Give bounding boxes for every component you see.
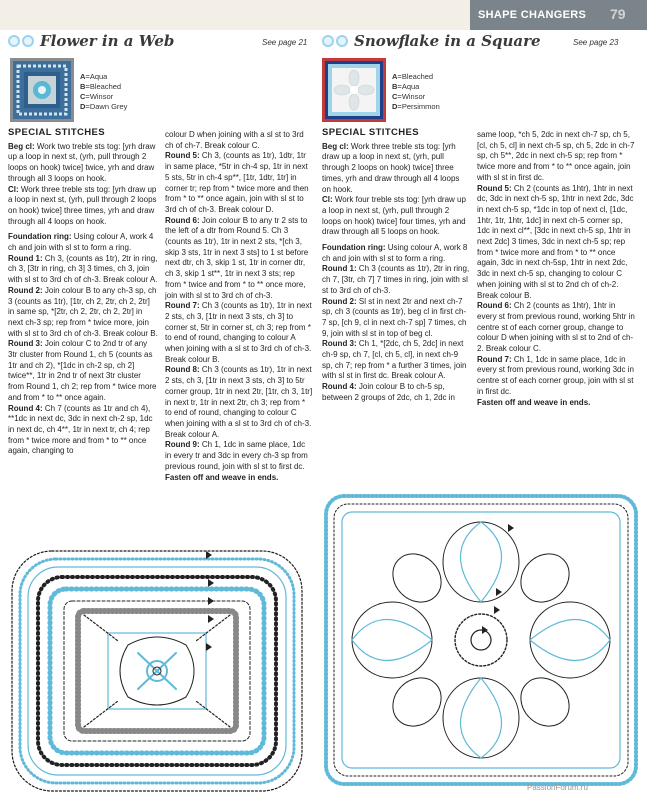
color-key-left: A=Aqua B=Bleached C=Winsor D=Dawn Grey: [80, 72, 128, 111]
crochet-diagram-right: [322, 492, 640, 788]
see-page-right: See page 23: [573, 38, 619, 47]
pattern-name: Flower in a Web: [40, 32, 175, 50]
crochet-diagram-left: [8, 545, 306, 795]
instruction-paragraph: Beg cl: Work two treble sts tog: [yrh draw up a loop in next st, (yrh, pull through 2 loops on hook) twice] twice, yrh and draw through all 3 loops on hook.: [8, 141, 156, 183]
special-stitches-heading: SPECIAL STITCHES: [322, 127, 420, 138]
instruction-paragraph: Round 3: Ch 1, *[2dc, ch 5, 2dc] in next ch-9 sp, ch 7, [cl, ch 5, cl], in next ch-9 sp, ch 7; rep from * a further 3 times, join with sl st in first dc. Break colour A.: [322, 339, 467, 381]
instruction-paragraph: Round 2: Join colour B to any ch-3 sp, ch 3 (counts as 1tr), [1tr, ch 2, 2tr, ch 2, 2tr] in same sp, *[2tr, ch 2, 2tr, ch 2, 2tr] in next ch-3 sp; rep from * twice more, join with sl st to 3rd ch of ch-3. Break colour B.: [8, 285, 158, 338]
pattern-title-right: [322, 30, 541, 52]
instruction-paragraph: Cl: Work three treble sts tog: [yrh draw up a loop in next st, (yrh, pull through 2 loops on hook) twice] three times, yrh and draw through all 4 loops on hook.: [8, 184, 157, 226]
instruction-paragraph: Round 9: Ch 1, 1dc in same place, 1dc in every tr and 3dc in every ch-3 sp from previous round, join with sl st to first dc.: [165, 440, 308, 471]
instructions-left-col2: [165, 130, 313, 483]
fasten-off-line: Fasten off and weave in ends.: [165, 472, 279, 482]
instruction-paragraph: Round 3: Join colour C to 2nd tr of any 3tr cluster from Round 1, ch 5 (counts as 1tr and ch 2), *[1dc in ch-2 sp, ch 2] twice**, 1tr in 2nd tr of next 3tr cluster from Round 1, ch 2; rep from * twice more and from * to ** once again.: [8, 339, 157, 402]
instruction-paragraph: Round 7: Ch 3 (counts as 1tr), 1tr in next 2 sts, ch 3, [1tr in next 3 sts, ch 3] to corner st, 5tr in corner st, ch 3; rep from * to end of round, changing to colour A when joining with a sl st to 3rd ch of ch-3. Break colour B.: [165, 301, 312, 364]
instruction-paragraph: Cl: Work four treble sts tog: [yrh draw up a loop in next st, (yrh, pull through 2 loops on hook) twice] four times, yrh and draw through all 5 loops on hook.: [322, 195, 466, 237]
instruction-paragraph: Round 5: Ch 3, (counts as 1tr), 1dtr, 1tr in same place, *5tr in ch-4 sp, 1tr in next 5 sts, 5tr in ch-4 sp**, [1tr, 1dtr, 1tr] in corner tr; rep from * twice more and then from * to ** once again, join with sl st to 3rd ch of ch-3. Break colour D.: [165, 151, 309, 214]
instruction-paragraph: colour D when joining with a sl st to 3rd ch of ch-7. Break colour C.: [165, 130, 304, 150]
instruction-paragraph: same loop, *ch 5, 2dc in next ch-7 sp, ch 5, [cl, ch 5, cl] in next ch-5 sp, ch 5, 2dc in ch-7 sp, ch 5**, 2dc in next ch-5 sp; rep from * twice more and from * to ** once again, join with sl st in first dc.: [477, 130, 635, 182]
square-photo-left: [10, 58, 74, 122]
special-stitches-heading: SPECIAL STITCHES: [8, 127, 106, 138]
header-band-left: [0, 0, 470, 30]
page-header: [0, 0, 647, 30]
instruction-paragraph: Round 6: Ch 2 (counts as 1htr), 1htr in every st from previous round, working 5htr in centre st of each corner group, change to colour D when joining with sl st to 2nd of ch-2. Break colour C.: [477, 301, 635, 354]
instruction-paragraph: Foundation ring: Using colour A, work 4 ch and join with sl st to form a ring.: [8, 232, 154, 253]
instruction-paragraph: Round 1: Ch 3, (counts as 1tr), 2tr in ring, ch 3, [3tr in ring, ch 3] 3 times, ch 3, join with sl st to 3rd ch of ch-3. Break colour A.: [8, 253, 158, 285]
instruction-paragraph: Round 6: Join colour B to any tr 2 sts to the left of a dtr from Round 5. Ch 3 (counts as 1tr), 1tr in next 2 sts, *[ch 3, skip 3 sts, 1tr in next 3 sts] to 1 st before next dtr, ch 3, skip 1 st, 1tr in corner dtr, ch 3, skip 1 st**, 1tr in next 3 sts; rep from * twice and from * to ** once more, join with sl st to 3rd ch of ch-3.: [165, 215, 309, 300]
title-dots-icon: [322, 35, 348, 47]
instruction-paragraph: Beg cl: Work three treble sts tog: [yrh draw up a loop in next st, (yrh, pull through 2 loops on hook) twice] three times, yrh and draw through all 4 loops on hook.: [322, 141, 460, 194]
pattern-name: Snowflake in a Square: [354, 32, 541, 50]
see-page-left: See page 21: [262, 38, 308, 47]
page-number: 79: [610, 6, 626, 22]
instruction-paragraph: Round 1: Ch 3 (counts as 1tr), 2tr in ring, ch 7, [3tr, ch 7] 7 times in ring, join with sl st to 3rd ch of ch-3.: [322, 264, 470, 295]
instruction-paragraph: Round 4: Join colour B to ch-5 sp, between 2 groups of 2dc, ch 1, 2dc in: [322, 382, 455, 402]
title-dots-icon: [8, 35, 34, 47]
section-label: SHAPE CHANGERS: [478, 9, 587, 21]
instructions-right-col2: [477, 130, 635, 408]
instructions-right-col1: [322, 128, 470, 404]
pattern-title-left: [8, 30, 174, 52]
instruction-paragraph: Round 7: Ch 1, 1dc in same place, 1dc in every st from previous round, working 3dc in centre st of each corner group, join with sl st in first dc.: [477, 354, 634, 396]
instruction-paragraph: Round 4: Ch 7 (counts as 1tr and ch 4), **1dc in next dc, 3dc in next ch-2 sp, 1dc in next dc, ch 4**, 1tr in next tr, ch 4; rep from * twice more and from * to ** once again, changing to: [8, 403, 153, 456]
square-photo-right: [322, 58, 386, 122]
instructions-left-col1: [8, 128, 158, 457]
color-key-right: A=Bleached B=Aqua C=Winsor D=Persimmon: [392, 72, 440, 111]
instruction-paragraph: Round 8: Ch 3 (counts as 1tr), 1tr in next 2 sts, ch 3, [1tr in next 3 sts, ch 3] to 5tr corner group, 1tr in next 2tr, [1tr, ch 3, 1tr] in next tr, 1tr in next 2tr, ch 3; rep from * to end of round, changing to colour C when joining with a sl st to 3rd ch of ch-3. Break colour A.: [165, 365, 313, 439]
instruction-paragraph: Round 5: Ch 2 (counts as 1htr), 1htr in next dc, 3dc in next ch-5 sp, 1htr in next 2dc, 3dc in next ch-5 sp, *1dc in top of next cl, [1dc, 1htr, 1tr, 1htr, 1dc] in next ch-5 corner sp, 1dc in next cl**, [3dc in next ch-5 sp, 1htr in next 2dc] 3 times, 3dc in next ch-5 sp; rep from * twice more and from * to ** once again, 3dc in next ch-5sp, 1htr in next 2dc, 3dc in next ch-5 sp, changing to colour C when joining with sl st to 2nd ch of ch-2. Break colour B.: [477, 183, 634, 300]
instruction-paragraph: Round 2: Sl st in next 2tr and next ch-7 sp, ch 3 (counts as 1tr), beg cl in first ch-7 sp, [ch 9, cl in next ch-7 sp] 7 times, ch 9, join with sl st in top of beg cl.: [322, 296, 467, 338]
watermark: PassionForum.ru: [527, 783, 588, 792]
fasten-off-line: Fasten off and weave in ends.: [477, 397, 591, 407]
instruction-paragraph: Foundation ring: Using colour A, work 8 ch and join with sl st to form a ring.: [322, 243, 468, 263]
